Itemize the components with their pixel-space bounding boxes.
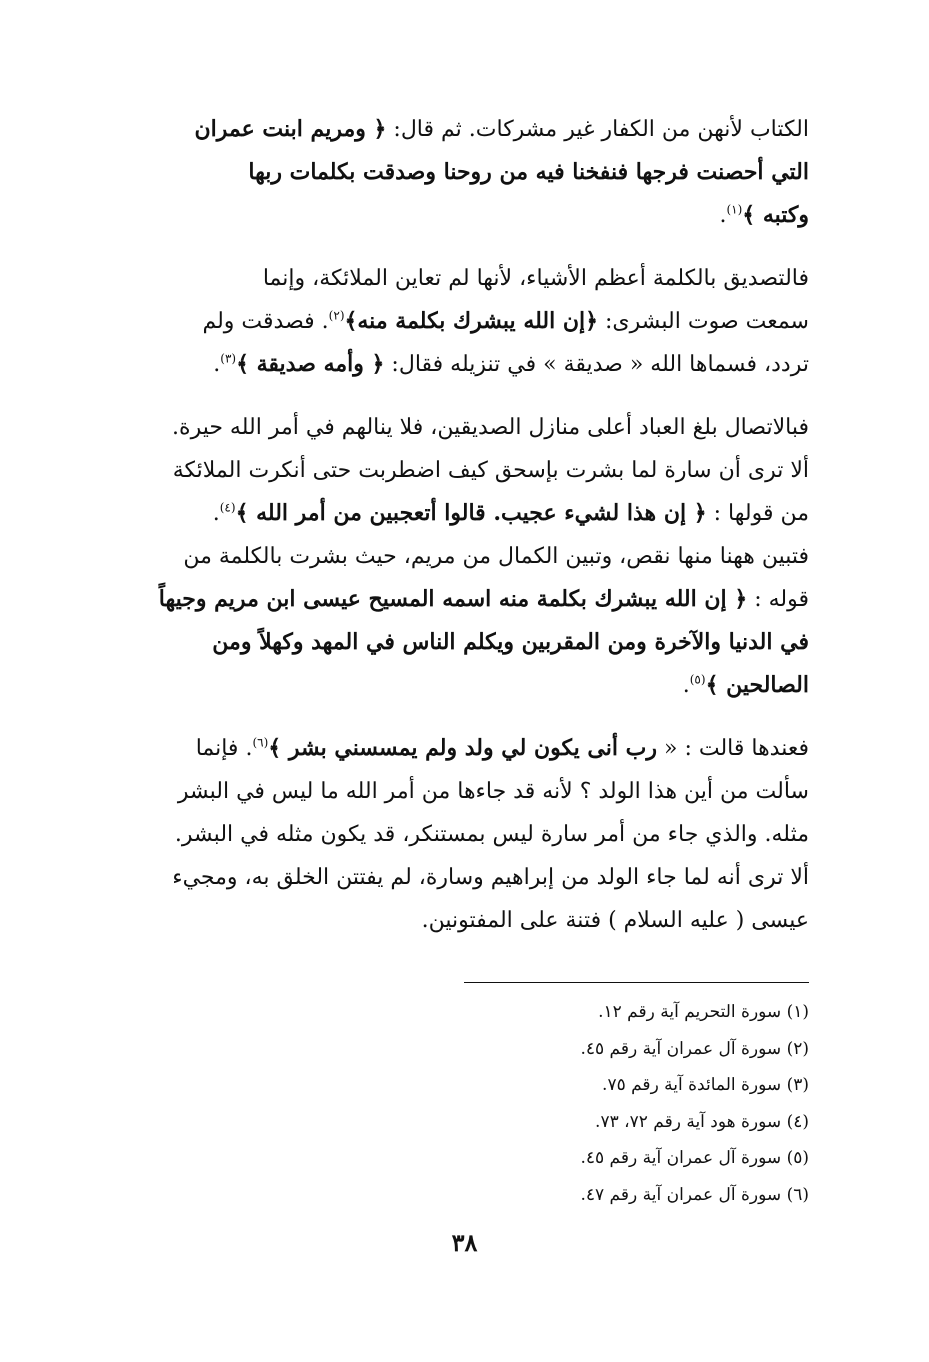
text-segment: الكتاب لأنهن من الكفار غير مشركات. ثم قال:	[386, 117, 809, 142]
text-line	[119, 343, 809, 386]
text-line	[119, 151, 809, 194]
quran-quote: التي أحصنت فرجها فنفخنا فيه من روحنا وصدقت بكلمات ربها	[248, 159, 809, 185]
text-segment: سألت من أين هذا الولد ؟ لأنه قد جاءها من أمر الله ما ليس في البشر	[177, 779, 809, 804]
text-line	[119, 813, 809, 856]
quran-quote: وكتبه ﴾	[742, 202, 809, 228]
text-segment: مثله. والذي جاء من أمر سارة ليس بمستنكر، قد يكون مثله في البشر.	[174, 822, 809, 847]
footnotes	[119, 994, 809, 1213]
quran-quote: ﴿إن الله يبشرك بكلمة منه﴾	[344, 308, 599, 334]
text-line	[119, 621, 809, 664]
text-line	[119, 449, 809, 492]
paragraph	[119, 108, 809, 237]
quran-quote: رب أنى يكون لي ولد ولم يمسسني بشر ﴾	[268, 735, 657, 761]
text-line	[119, 300, 809, 343]
text-line	[119, 492, 809, 535]
quran-quote: ﴿ إن الله يبشرك بكلمة منه اسمه المسيح عيسى ابن مريم وجيهاً	[158, 586, 748, 612]
text-segment: فالتصديق بالكلمة أعظم الأشياء، لأنها لم تعاين الملائكة، وإنما	[262, 266, 809, 291]
footnote-reference: (٤)	[219, 500, 236, 515]
text-segment: ألا ترى أن سارة لما بشرت بإسحق كيف اضطربت حتى أنكرت الملائكة	[172, 458, 809, 483]
footnote-item: (٥) سورة آل عمران آية رقم ٤٥.	[580, 1148, 809, 1168]
footnote-separator	[464, 982, 809, 983]
footnote-reference: (٣)	[220, 351, 237, 366]
quran-quote: في الدنيا والآخرة ومن المقربين ويكلم الناس في المهد وكهلاً ومن	[212, 629, 809, 655]
footnote-reference: (٢)	[328, 308, 345, 323]
quran-quote: ﴿ وأمه صديقة ﴾	[236, 351, 385, 377]
footnote-item: (١) سورة التحريم آية رقم ١٢.	[598, 1002, 809, 1022]
text-segment: فتبين ههنا منها نقص، وتبين الكمال من مريم، حيث بشرت بالكلمة من	[183, 544, 809, 569]
quran-quote: ﴿ إن هذا لشيء عجيب. قالوا أتعجبين من أمر الله ﴾	[235, 500, 707, 526]
text-segment: من قولها :	[706, 501, 809, 526]
text-segment: .	[719, 203, 727, 228]
footnote-item: (٦) سورة آل عمران آية رقم ٤٧.	[580, 1184, 809, 1205]
text-segment: .	[213, 352, 221, 377]
text-segment: ألا ترى أنه لما جاء الولد من إبراهيم وسارة، لم يفتتن الخلق به، ومجيء	[172, 865, 809, 890]
footnote-item: (٢) سورة آل عمران آية رقم ٤٥.	[580, 1038, 809, 1059]
text-segment: سمعت صوت البشرى:	[598, 309, 809, 334]
text-segment: تردد، فسماها الله « صديقة » في تنزيله فقال:	[384, 352, 809, 377]
quran-quote: الصالحين ﴾	[705, 672, 809, 698]
text-line	[119, 770, 809, 813]
text-line	[119, 194, 809, 237]
text-line	[119, 856, 809, 899]
paragraph	[119, 257, 809, 386]
paragraph	[119, 406, 809, 707]
text-segment: . فإنما	[195, 736, 253, 761]
text-line	[119, 578, 809, 621]
footnote-reference: (٦)	[252, 735, 269, 750]
text-segment: .	[212, 501, 220, 526]
quran-quote: ﴿ ومريم ابنت عمران	[194, 116, 387, 142]
text-line	[119, 257, 809, 300]
text-segment: قوله :	[747, 587, 809, 612]
footnote-reference: (١)	[726, 202, 743, 217]
body-text	[119, 108, 809, 962]
text-segment: .	[682, 673, 690, 698]
text-line	[119, 406, 809, 449]
text-line	[119, 899, 809, 942]
text-segment: فعندها قالت : «	[657, 736, 809, 761]
text-line	[119, 664, 809, 707]
page-number: ٣٨	[451, 1228, 478, 1257]
footnote-item: (٣) سورة المائدة آية رقم ٧٥.	[602, 1075, 809, 1095]
footnote-reference: (٥)	[689, 672, 706, 687]
text-line	[119, 727, 809, 770]
text-segment: عيسى ( عليه السلام ) فتنة على المفتونين.	[421, 908, 809, 933]
footnote-item: (٤) سورة هود آية رقم ٧٢، ٧٣.	[595, 1111, 809, 1132]
text-segment: . فصدقت ولم	[202, 309, 329, 334]
text-line	[119, 108, 809, 151]
text-segment: فبالاتصال بلغ العباد أعلى منازل الصديقين، فلا ينالهم في أمر الله حيرة.	[172, 415, 809, 440]
text-line	[119, 535, 809, 578]
paragraph	[119, 727, 809, 942]
